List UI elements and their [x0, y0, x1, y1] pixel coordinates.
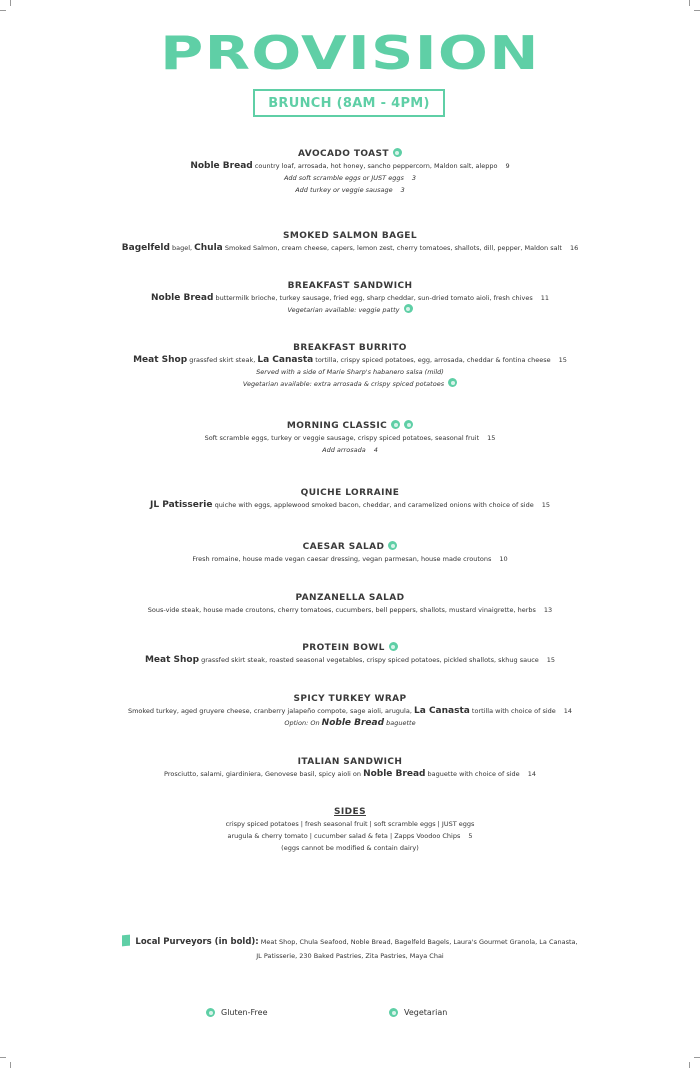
menu-item-line [40, 304, 660, 316]
item-description: (eggs cannot be modified & contain dairy) [281, 844, 419, 852]
menu-item-line [40, 354, 660, 366]
menu-item-name: AVOCADO TOAST [298, 149, 389, 159]
item-description: Smoked turkey, aged gruyere cheese, cranberry jalapeño compote, sage aioli, arugula, [127, 707, 412, 715]
vegetarian-icon [404, 304, 413, 313]
item-price: 10 [499, 555, 508, 563]
menu-item-line [40, 172, 660, 184]
menu-item [40, 487, 660, 511]
item-description: tortilla, crispy spiced potatoes, egg, arrosada, cheddar & fontina cheese [315, 356, 551, 364]
menu-item-title [40, 420, 660, 432]
crop-mark-top-left-h [0, 10, 6, 11]
item-price: 16 [569, 244, 579, 252]
item-description: Soft scramble eggs, turkey or veggie sausage, crispy spiced potatoes, seasonal fruit [204, 434, 480, 442]
crop-mark-bottom-left-h [0, 1057, 6, 1058]
item-description: baguette [386, 719, 416, 727]
gluten-free-icon [391, 420, 400, 429]
purveyor-name: Chula [194, 243, 223, 253]
menu-item-title [40, 280, 660, 292]
menu-item-line [40, 553, 660, 565]
menu-item [40, 806, 660, 854]
menu-item-name: BREAKFAST SANDWICH [287, 281, 413, 291]
item-price: 15 [487, 434, 496, 442]
menu-item [40, 756, 660, 780]
menu-item-line [40, 160, 660, 172]
item-price: 5 [468, 832, 473, 840]
menu-item [40, 642, 660, 666]
menu-item-line [40, 242, 660, 254]
item-description: Smoked Salmon, cream cheese, capers, lemon zest, cherry tomatoes, shallots, dill, pepper, Maldon salt [224, 244, 562, 252]
legend-gluten-free-label: Gluten-Free [221, 1008, 268, 1017]
crop-mark-top-right-h [694, 10, 700, 11]
purveyor-name: Noble Bread [321, 718, 385, 728]
vegetarian-icon [404, 420, 413, 429]
menu-item-line [40, 432, 660, 444]
item-description: Fresh romaine, house made vegan caesar dressing, vegan parmesan, house made croutons [192, 555, 492, 563]
meal-period-badge [253, 89, 445, 117]
vegetarian-icon [448, 378, 457, 387]
menu-item-title [40, 342, 660, 354]
vegetarian-icon [389, 1008, 398, 1017]
purveyor-name: La Canasta [257, 355, 314, 365]
menu-item-line [40, 378, 660, 390]
item-price: 11 [540, 294, 549, 302]
purveyors-list-1: Meat Shop, Chula Seafood, Noble Bread, Bagelfeld Bagels, Laura's Gourmet Granola, La Canasta, [260, 938, 578, 946]
menu-item-line [40, 705, 660, 717]
menu-item-line [40, 842, 660, 854]
menu-item-line [40, 499, 660, 511]
gluten-free-icon [393, 148, 402, 157]
item-description: Sous-vide steak, house made croutons, cherry tomatoes, cucumbers, bell peppers, shallots, mustard vinaigrette, herbs [147, 606, 536, 614]
menu-item-line [40, 654, 660, 666]
menu-item-title [40, 487, 660, 499]
item-description: bagel, [171, 244, 193, 252]
item-price: 13 [543, 606, 553, 614]
crop-mark-bottom-left-v [10, 1062, 11, 1068]
item-description: Vegetarian available: extra arrosada & crispy spiced potatoes [242, 380, 445, 388]
item-description: Prosciutto, salami, giardiniera, Genovese basil, spicy aioli on [164, 770, 361, 778]
menu-item-name: SIDES [334, 807, 366, 817]
menu-item-name: ITALIAN SANDWICH [297, 757, 403, 767]
crop-mark-top-left-v [10, 0, 11, 6]
item-price: 4 [373, 446, 378, 454]
item-price: 14 [563, 707, 573, 715]
item-price: 9 [505, 162, 510, 170]
crop-mark-bottom-right-v [689, 1062, 690, 1068]
menu-item-name: QUICHE LORRAINE [300, 488, 400, 498]
purveyor-name: Noble Bread [190, 161, 253, 171]
gluten-free-icon [388, 541, 397, 550]
menu-item-line [40, 717, 660, 729]
item-description: Option: On [284, 719, 320, 727]
menu-item-title [40, 541, 660, 553]
legend-vegetarian-label: Vegetarian [404, 1008, 448, 1017]
menu-item-title [40, 230, 660, 242]
menu-list [40, 148, 660, 854]
item-description: baguette with choice of side [427, 770, 520, 778]
menu-item-line [40, 768, 660, 780]
menu-item-name: CAESAR SALAD [302, 542, 385, 552]
crop-mark-bottom-right-h [694, 1057, 700, 1058]
legend-vegetarian [389, 1008, 447, 1017]
menu-item [40, 280, 660, 316]
purveyor-name: Meat Shop [144, 655, 200, 665]
item-description: Vegetarian available: veggie patty [287, 306, 400, 314]
menu-item-title [40, 148, 660, 160]
item-price: 14 [527, 770, 536, 778]
crop-mark-top-right-v [689, 0, 690, 6]
purveyor-name: Bagelfeld [121, 243, 170, 253]
item-description: Add arrosada [322, 446, 366, 454]
menu-item-name: SPICY TURKEY WRAP [293, 694, 407, 704]
menu-item [40, 420, 660, 456]
menu-item-title [40, 756, 660, 768]
item-description: Add soft scramble eggs or JUST eggs [283, 174, 404, 182]
menu-item-title [40, 806, 660, 818]
restaurant-name: PROVISION [160, 26, 540, 80]
purveyor-mark-icon [122, 935, 130, 947]
item-description: country loaf, arrosada, hot honey, sancho peppercorn, Maldon salt, aleppo [254, 162, 498, 170]
menu-item [40, 541, 660, 565]
item-description: arugula & cherry tomato | cucumber salad & feta | Zapps Voodoo Chips [227, 832, 461, 840]
item-price: 15 [546, 656, 556, 664]
menu-item [40, 148, 660, 196]
purveyor-name: JL Patisserie [150, 500, 213, 510]
item-description: buttermilk brioche, turkey sausage, fried egg, sharp cheddar, sun-dried tomato aioli, fresh chives [215, 294, 533, 302]
item-price: 3 [400, 186, 405, 194]
purveyors-line-1 [44, 935, 656, 949]
purveyors-label: Local Purveyors (in bold): [135, 937, 259, 947]
meal-period-label: BRUNCH (8AM - 4PM) [268, 95, 430, 111]
menu-item-title [40, 693, 660, 705]
menu-item [40, 342, 660, 390]
purveyor-name: Noble Bread [150, 293, 214, 303]
item-description: crispy spiced potatoes | fresh seasonal fruit | soft scramble eggs | JUST eggs [225, 820, 475, 828]
menu-item-line [40, 444, 660, 456]
menu-item-name: PANZANELLA SALAD [295, 593, 405, 603]
item-description: grassfed skirt steak, roasted seasonal vegetables, crispy spiced potatoes, pickled shallots, skhug sauce [201, 656, 539, 664]
gluten-free-icon [206, 1008, 215, 1017]
menu-item-name: SMOKED SALMON BAGEL [283, 231, 417, 241]
diet-legend [0, 1008, 700, 1022]
purveyor-name: La Canasta [414, 706, 470, 716]
menu-item-title [40, 642, 660, 654]
menu-item [40, 230, 660, 254]
menu-item-line [40, 292, 660, 304]
menu-item-line [40, 184, 660, 196]
menu-item-line [40, 830, 660, 842]
menu-item [40, 693, 660, 729]
item-description: Served with a side of Marie Sharp's habanero salsa (mild) [256, 368, 444, 376]
gluten-free-icon [389, 642, 398, 651]
purveyor-name: Meat Shop [133, 355, 188, 365]
legend-gluten-free [206, 1008, 267, 1017]
menu-item-line [40, 818, 660, 830]
menu-item [40, 592, 660, 616]
item-description: quiche with eggs, applewood smoked bacon, cheddar, and caramelized onions with choice of side [214, 501, 534, 509]
menu-item-name: BREAKFAST BURRITO [293, 343, 407, 353]
purveyors-list-2: JL Patisserie, 230 Baked Pastries, Zita Pastries, Maya Chai [256, 952, 444, 960]
menu-item-name: PROTEIN BOWL [302, 643, 385, 653]
local-purveyors-note [44, 935, 656, 963]
item-price: 15 [541, 501, 550, 509]
menu-item-title [40, 592, 660, 604]
item-description: tortilla with choice of side [471, 707, 556, 715]
menu-item-name: MORNING CLASSIC [286, 421, 388, 431]
menu-item-line [40, 366, 660, 378]
item-description: Add turkey or veggie sausage [295, 186, 393, 194]
purveyor-name: Noble Bread [363, 769, 426, 779]
item-description: grassfed skirt steak, [189, 356, 256, 364]
menu-item-line [40, 604, 660, 616]
item-price: 15 [558, 356, 567, 364]
item-price: 3 [411, 174, 416, 182]
